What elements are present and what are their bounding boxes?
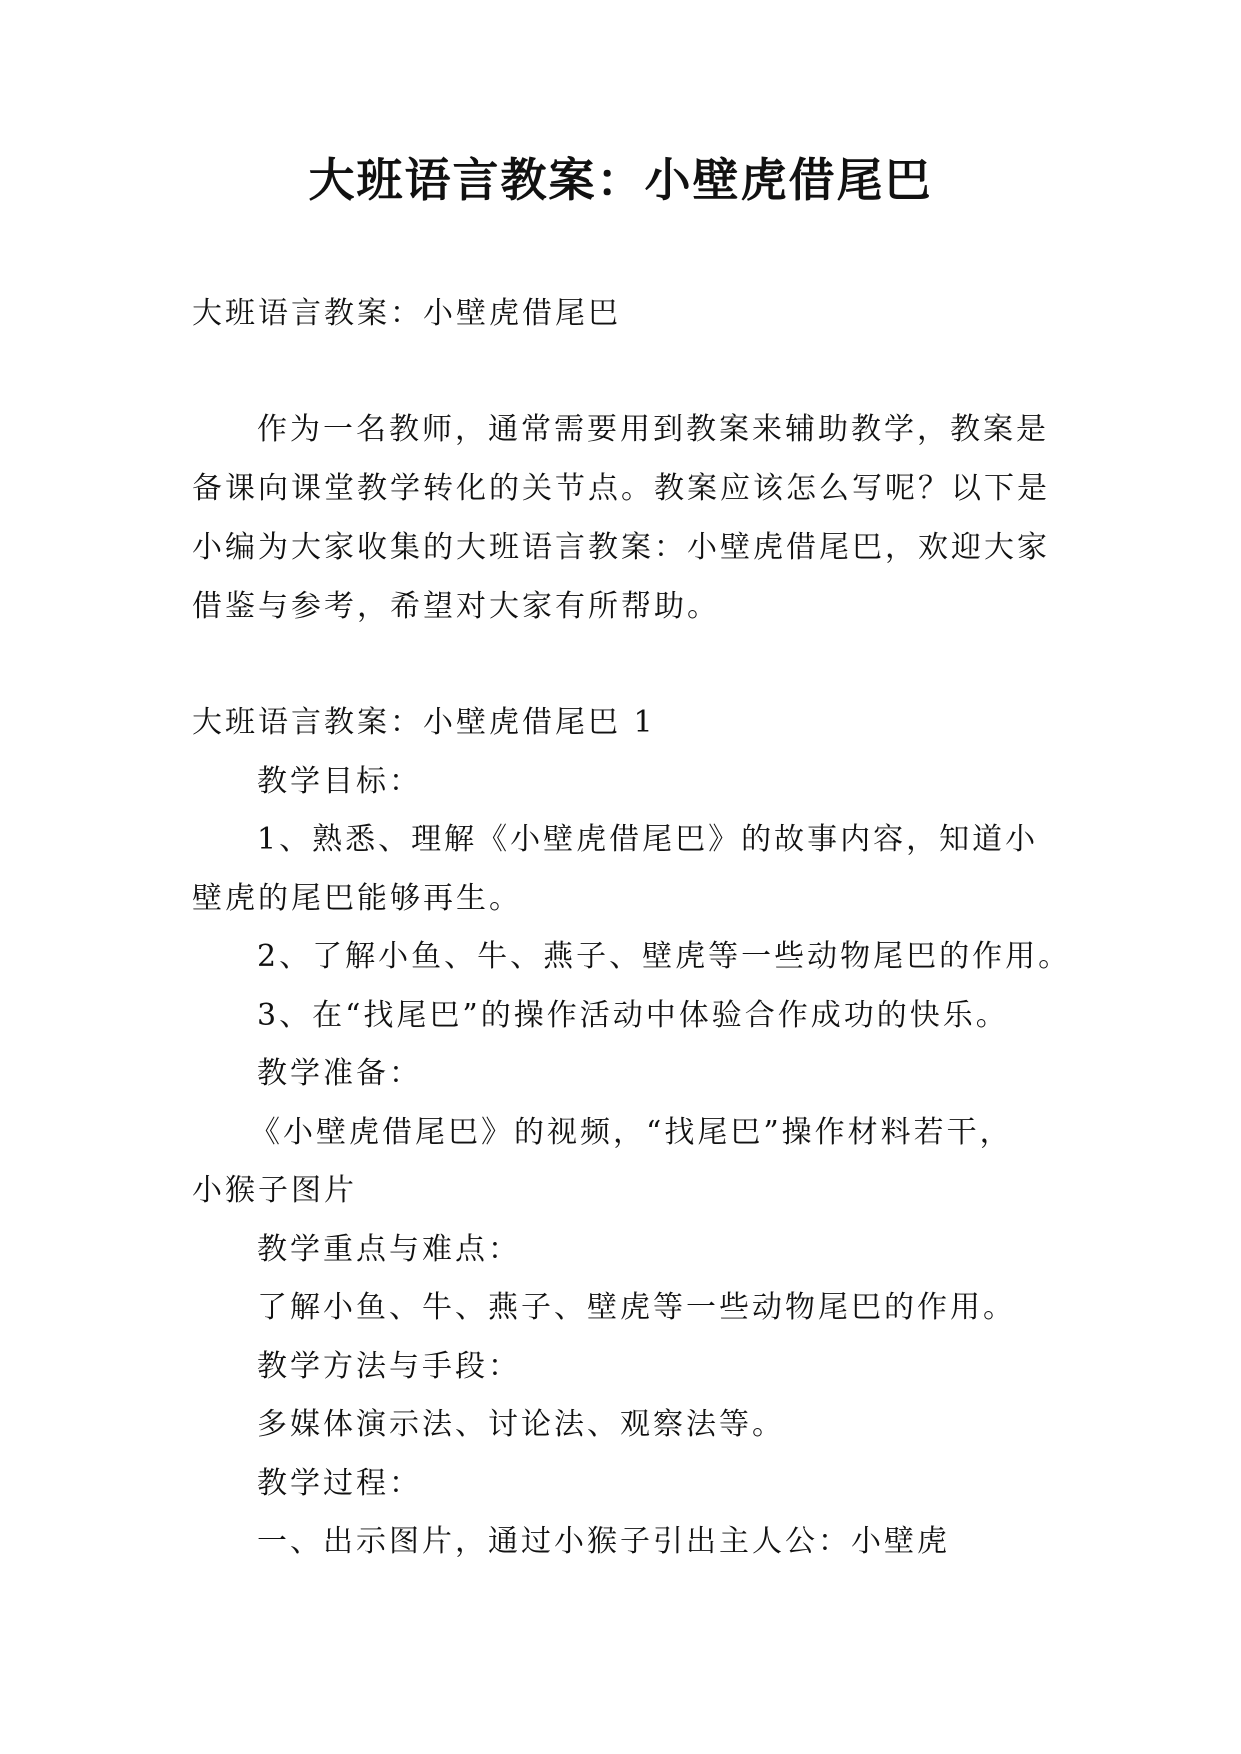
intro-line-4: 借鉴与参考，希望对大家有所帮助。 bbox=[192, 589, 720, 624]
keypoints-text: 了解小鱼、牛、燕子、壁虎等一些动物尾巴的作用。 bbox=[257, 1290, 1016, 1325]
section-heading: 大班语言教案：小壁虎借尾巴 1 bbox=[192, 705, 656, 740]
goals-label: 教学目标： bbox=[257, 764, 422, 799]
intro-line-1: 作为一名教师，通常需要用到教案来辅助教学，教案是 bbox=[257, 412, 1049, 447]
goal-1-line-2: 壁虎的尾巴能够再生。 bbox=[192, 881, 522, 916]
goal-2: 2、了解小鱼、牛、燕子、壁虎等一些动物尾巴的作用。 bbox=[257, 939, 1072, 974]
process-step-1: 一、出示图片，通过小猴子引出主人公：小壁虎 bbox=[257, 1524, 950, 1559]
methods-label: 教学方法与手段： bbox=[257, 1349, 521, 1384]
prep-label: 教学准备： bbox=[257, 1056, 422, 1091]
keypoints-label: 教学重点与难点： bbox=[257, 1232, 521, 1267]
intro-line-3: 小编为大家收集的大班语言教案：小壁虎借尾巴，欢迎大家 bbox=[192, 530, 1050, 565]
goal-1-line-1: 1、熟悉、理解《小壁虎借尾巴》的故事内容，知道小 bbox=[257, 822, 1039, 857]
methods-text: 多媒体演示法、讨论法、观察法等。 bbox=[257, 1407, 785, 1442]
document-subtitle: 大班语言教案：小壁虎借尾巴 bbox=[192, 296, 621, 331]
process-label: 教学过程： bbox=[257, 1466, 422, 1501]
intro-line-2: 备课向课堂教学转化的关节点。教案应该怎么写呢？以下是 bbox=[192, 471, 1050, 506]
goal-3: 3、在“找尾巴”的操作活动中体验合作成功的快乐。 bbox=[257, 998, 1009, 1033]
prep-line-2: 小猴子图片 bbox=[192, 1173, 357, 1208]
document-title: 大班语言教案：小壁虎借尾巴 bbox=[308, 153, 933, 207]
prep-line-1: 《小壁虎借尾巴》的视频，“找尾巴”操作材料若干， bbox=[250, 1115, 1013, 1150]
